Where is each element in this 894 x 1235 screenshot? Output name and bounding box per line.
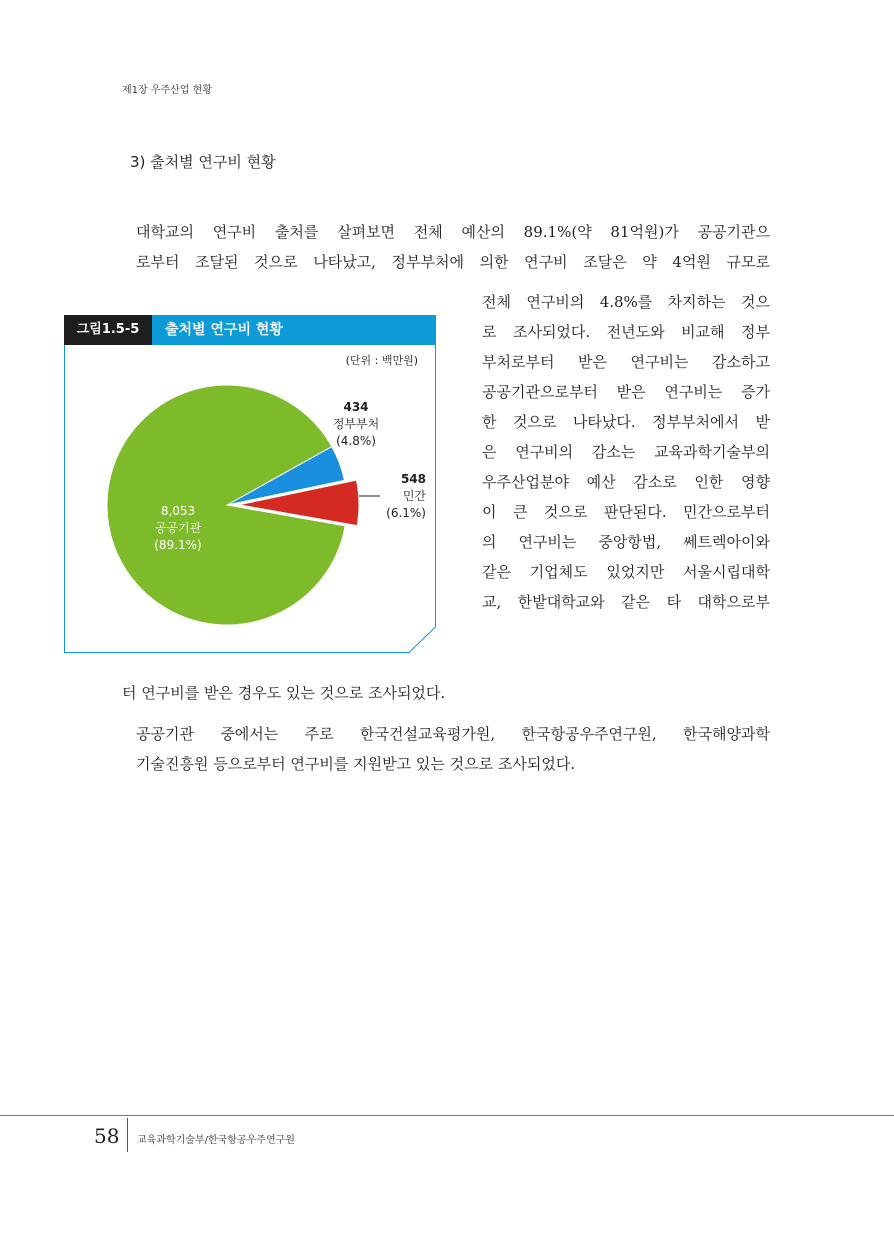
text-line: 로부터 조달된 것으로 나타났고, 정부부처에 의한 연구비 조달은 약 4억원 규모로 <box>136 253 770 271</box>
figure-pie-chart <box>64 315 436 653</box>
slice-label-government <box>326 399 386 450</box>
slice-label-private <box>366 471 426 522</box>
footer-publisher: 교육과학기술부/한국항공우주연구원 <box>137 1135 295 1146</box>
text-line: 로 조사되었다. 전년도와 비교해 정부 <box>482 323 770 341</box>
text-line: 이 큰 것으로 판단된다. 민간으로부터 <box>482 503 770 521</box>
text-line: 공공기관 중에서는 주로 한국건설교육평가원, 한국항공우주연구원, 한국해양과학 <box>136 725 770 743</box>
figure-label: 그림1.5-5 <box>64 315 152 345</box>
paragraph-wrap-right <box>482 287 770 617</box>
slice-label-public <box>140 503 216 554</box>
section-title: 3) 출처별 연구비 현황 <box>130 153 276 171</box>
running-header: 제1장 우주산업 현황 <box>122 85 212 96</box>
text-line: 전체 연구비의 4.8%를 차지하는 것으 <box>482 293 770 311</box>
paragraph-continued <box>122 678 770 708</box>
text-line: 대학교의 연구비 출처를 살펴보면 전체 예산의 89.1%(약 81억원)가 공공기관으 <box>136 223 770 241</box>
slice-percent: (4.8%) <box>336 434 376 448</box>
text-line: 터 연구비를 받은 경우도 있는 것으로 조사되었다. <box>122 684 446 702</box>
page-number: 58 <box>94 1124 120 1148</box>
paragraph-public-institutions <box>122 719 770 779</box>
text-line: 한 것으로 나타났다. 정부부처에서 받 <box>482 413 770 431</box>
text-line: 우주산업분야 예산 감소로 인한 영향 <box>482 473 770 491</box>
text-line: 같은 기업체도 있었지만 서울시립대학 <box>482 563 770 581</box>
text-line: 은 연구비의 감소는 교육과학기술부의 <box>482 443 770 461</box>
paragraph-intro <box>122 217 770 277</box>
slice-value: 548 <box>400 472 426 486</box>
slice-value: 434 <box>343 400 369 414</box>
slice-name: 민간 <box>402 489 426 503</box>
slice-name: 공공기관 <box>154 521 202 535</box>
text-line: 부처로부터 받은 연구비는 감소하고 <box>482 353 770 371</box>
text-line: 의 연구비는 중앙항법, 쎄트렉아이와 <box>482 533 770 551</box>
figure-title: 출처별 연구비 현황 <box>152 315 436 345</box>
slice-name: 정부부처 <box>332 417 380 431</box>
slice-value: 8,053 <box>160 504 196 518</box>
footer-separator <box>127 1118 128 1152</box>
text-line: 교, 한밭대학교와 같은 타 대학으로부 <box>482 593 770 611</box>
slice-percent: (6.1%) <box>386 506 426 520</box>
footer-rule <box>0 1115 894 1116</box>
text-line: 기술진흥원 등으로부터 연구비를 지원받고 있는 것으로 조사되었다. <box>136 755 576 773</box>
text-line: 공공기관으로부터 받은 연구비는 증가 <box>482 383 770 401</box>
figure-unit: (단위 : 백만원) <box>345 354 418 367</box>
slice-percent: (89.1%) <box>154 538 202 552</box>
